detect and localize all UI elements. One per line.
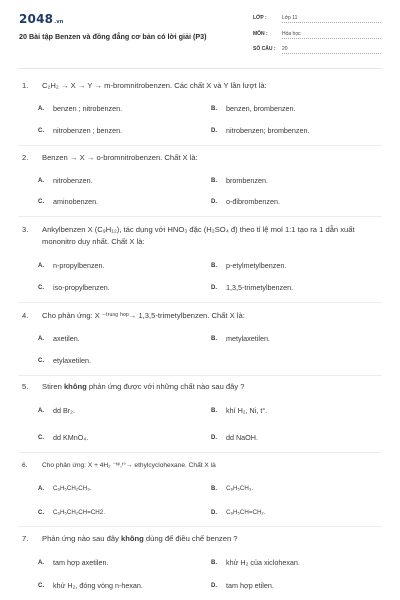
question-stem	[42, 381, 382, 393]
option-text: C₆H₅CH₂CH₃.	[53, 485, 92, 492]
stem-part: Stiren	[42, 382, 64, 391]
option-text: tam hợp axetilen.	[53, 558, 109, 567]
option-text: C₆H₅CH=CH₂.	[226, 509, 266, 516]
question-number: 4.	[22, 311, 29, 320]
option-text: o-đibrombenzen.	[226, 197, 280, 206]
option-letter: C.	[38, 285, 44, 291]
option-text: n-propylbenzen.	[53, 261, 105, 270]
option-3d[interactable]	[211, 282, 376, 294]
option-4b[interactable]	[211, 333, 376, 345]
option-text: dd NaOH.	[226, 433, 258, 442]
meta-class-value: Lớp 11	[282, 15, 298, 21]
question-2	[22, 152, 382, 164]
option-7a[interactable]	[38, 557, 203, 569]
option-text: iso-propylbenzen.	[53, 283, 110, 292]
question-number: 7.	[22, 534, 29, 543]
option-2d[interactable]	[211, 196, 376, 208]
option-text: etylaxetilen.	[53, 356, 91, 365]
question-number: 2.	[22, 153, 29, 162]
option-text: 1,3,5-trimetylbenzen.	[226, 283, 294, 292]
option-1b[interactable]	[211, 103, 376, 115]
option-letter: A.	[38, 486, 44, 492]
question-stem: Cho phản ứng: X ⁻ᵗʳᵘⁿᵍ ʰᵒᵖ→ 1,3,5-trimetylbenzen. Chất X là:	[42, 311, 245, 320]
option-letter: A.	[38, 336, 44, 342]
stem-part: dùng để điều chế benzen ?	[143, 534, 238, 543]
option-letter: C.	[38, 435, 44, 441]
question-number: 6.	[22, 462, 28, 469]
question-stem: Benzen → X → o-bromnitrobenzen. Chất X là:	[42, 153, 198, 162]
option-text: C₆H₅CH₂CH=CH2.	[53, 509, 105, 516]
option-3a[interactable]	[38, 260, 203, 272]
document-header	[0, 0, 400, 62]
question-stem: C₂H₂ → X → Y → m-bromnitrobenzen. Các chất X và Y lần lượt là:	[42, 81, 267, 90]
option-2c[interactable]	[38, 196, 203, 208]
question-7	[22, 533, 382, 545]
option-6d[interactable]	[211, 507, 376, 519]
question-1	[22, 80, 382, 92]
option-text: p-etylmetylbenzen.	[226, 261, 287, 270]
option-7b[interactable]	[211, 557, 376, 569]
option-4a[interactable]	[38, 333, 203, 345]
question-stem	[42, 533, 382, 545]
question-divider	[18, 526, 382, 527]
meta-subject-label: MÔN :	[253, 31, 268, 37]
option-2a[interactable]	[38, 175, 203, 187]
option-text: C₆H₅CH₃.	[226, 485, 254, 492]
option-text: nitrobenzen.	[53, 176, 93, 185]
meta-count-value: 20	[282, 46, 288, 52]
option-letter: D.	[211, 510, 217, 516]
option-text: aminobenzen.	[53, 197, 99, 206]
stem-emphasis: không	[63, 382, 87, 391]
meta-class-label: LỚP :	[253, 15, 267, 21]
logo-suffix: .vn	[54, 19, 64, 25]
question-6	[22, 460, 382, 472]
option-6a[interactable]	[38, 483, 203, 495]
option-5d[interactable]	[211, 432, 376, 444]
option-letter: B.	[211, 178, 217, 184]
option-text: metylaxetilen.	[226, 334, 270, 343]
option-text: dd KMnO₄.	[53, 433, 89, 442]
stem-part: phản ứng được với những chất nào sau đây ?	[86, 382, 245, 391]
option-text: khử H₂, đóng vòng n-hexan.	[53, 581, 143, 590]
meta-subject	[253, 31, 381, 40]
question-stem: Cho phản ứng: X + 4H₂ ⁻ᴺⁱ,ᵗ°→ ethylcyclohexane. Chất X là	[42, 462, 216, 469]
stem-part: Phản ứng nào sau đây	[42, 534, 121, 543]
question-divider	[18, 375, 382, 376]
option-text: benzen, brombenzen.	[226, 104, 296, 113]
option-letter: B.	[211, 408, 217, 414]
page-title: 20 Bài tập Benzen và đồng đẳng cơ bản có lời giải (P3)	[19, 32, 207, 41]
question-5	[22, 381, 382, 393]
question-number: 3.	[22, 225, 29, 234]
option-letter: B.	[211, 106, 217, 112]
option-4c[interactable]	[38, 355, 203, 367]
meta-count	[253, 46, 381, 55]
option-text: tam hợp etilen.	[226, 581, 274, 590]
option-letter: C.	[38, 128, 44, 134]
option-letter: C.	[38, 510, 44, 516]
meta-divider	[282, 22, 381, 23]
meta-divider	[282, 53, 381, 54]
option-5b[interactable]	[211, 405, 376, 417]
question-4	[22, 310, 382, 322]
option-letter: C.	[38, 583, 44, 589]
meta-subject-value: Hóa học	[282, 31, 301, 37]
option-letter: B.	[211, 336, 217, 342]
option-letter: D.	[211, 583, 217, 589]
option-3b[interactable]	[211, 260, 376, 272]
option-letter: D.	[211, 435, 217, 441]
option-letter: A.	[38, 408, 44, 414]
option-text: khử H₂ của xiclohexan.	[226, 558, 300, 567]
question-divider	[18, 216, 382, 217]
option-text: dd Br₂.	[53, 406, 75, 415]
option-text: nitrobenzen ; benzen.	[53, 126, 123, 135]
option-letter: B.	[211, 486, 217, 492]
question-divider	[18, 302, 382, 303]
question-stem: Ankylbenzen X (C₉H₁₂), tác dụng với HNO₃ đặc (H₂SO₄ đ) theo tỉ lệ mol 1:1 tạo ra 1 dẫn xuất mononitro duy nhất. Chất X là:	[42, 225, 355, 246]
question-3	[22, 224, 382, 248]
option-letter: A.	[38, 263, 44, 269]
option-7c[interactable]	[38, 580, 203, 592]
option-letter: D.	[211, 199, 217, 205]
meta-count-label: SỐ CÂU :	[253, 46, 276, 52]
option-text: axetilen.	[53, 334, 80, 343]
option-5a[interactable]	[38, 405, 203, 417]
option-letter: B.	[211, 560, 217, 566]
meta-class	[253, 15, 381, 24]
option-letter: A.	[38, 560, 44, 566]
site-logo[interactable]	[19, 12, 64, 26]
question-divider	[18, 452, 382, 453]
option-5c[interactable]	[38, 432, 203, 444]
option-2b[interactable]	[211, 175, 376, 187]
option-3c[interactable]	[38, 282, 203, 294]
option-text: brombenzen.	[226, 176, 268, 185]
question-number: 1.	[22, 81, 29, 90]
option-7d[interactable]	[211, 580, 376, 592]
option-letter: A.	[38, 178, 44, 184]
option-text: benzen ; nitrobenzen.	[53, 104, 123, 113]
option-1d[interactable]	[211, 125, 376, 137]
stem-emphasis: không	[120, 534, 144, 543]
question-divider	[18, 145, 382, 146]
option-letter: B.	[211, 263, 217, 269]
meta-divider	[282, 38, 381, 39]
option-6c[interactable]	[38, 507, 203, 519]
option-text: nitrobenzen; brombenzen.	[226, 126, 310, 135]
option-text: khí H₂, Ni, t°.	[226, 406, 268, 415]
option-1a[interactable]	[38, 103, 203, 115]
option-letter: D.	[211, 128, 217, 134]
option-letter: C.	[38, 199, 44, 205]
option-letter: C.	[38, 358, 44, 364]
header-divider	[18, 68, 382, 69]
question-number: 5.	[22, 382, 29, 391]
option-letter: D.	[211, 285, 217, 291]
logo-text: 2048	[19, 12, 54, 26]
option-6b[interactable]	[211, 483, 376, 495]
option-letter: A.	[38, 106, 44, 112]
option-1c[interactable]	[38, 125, 203, 137]
